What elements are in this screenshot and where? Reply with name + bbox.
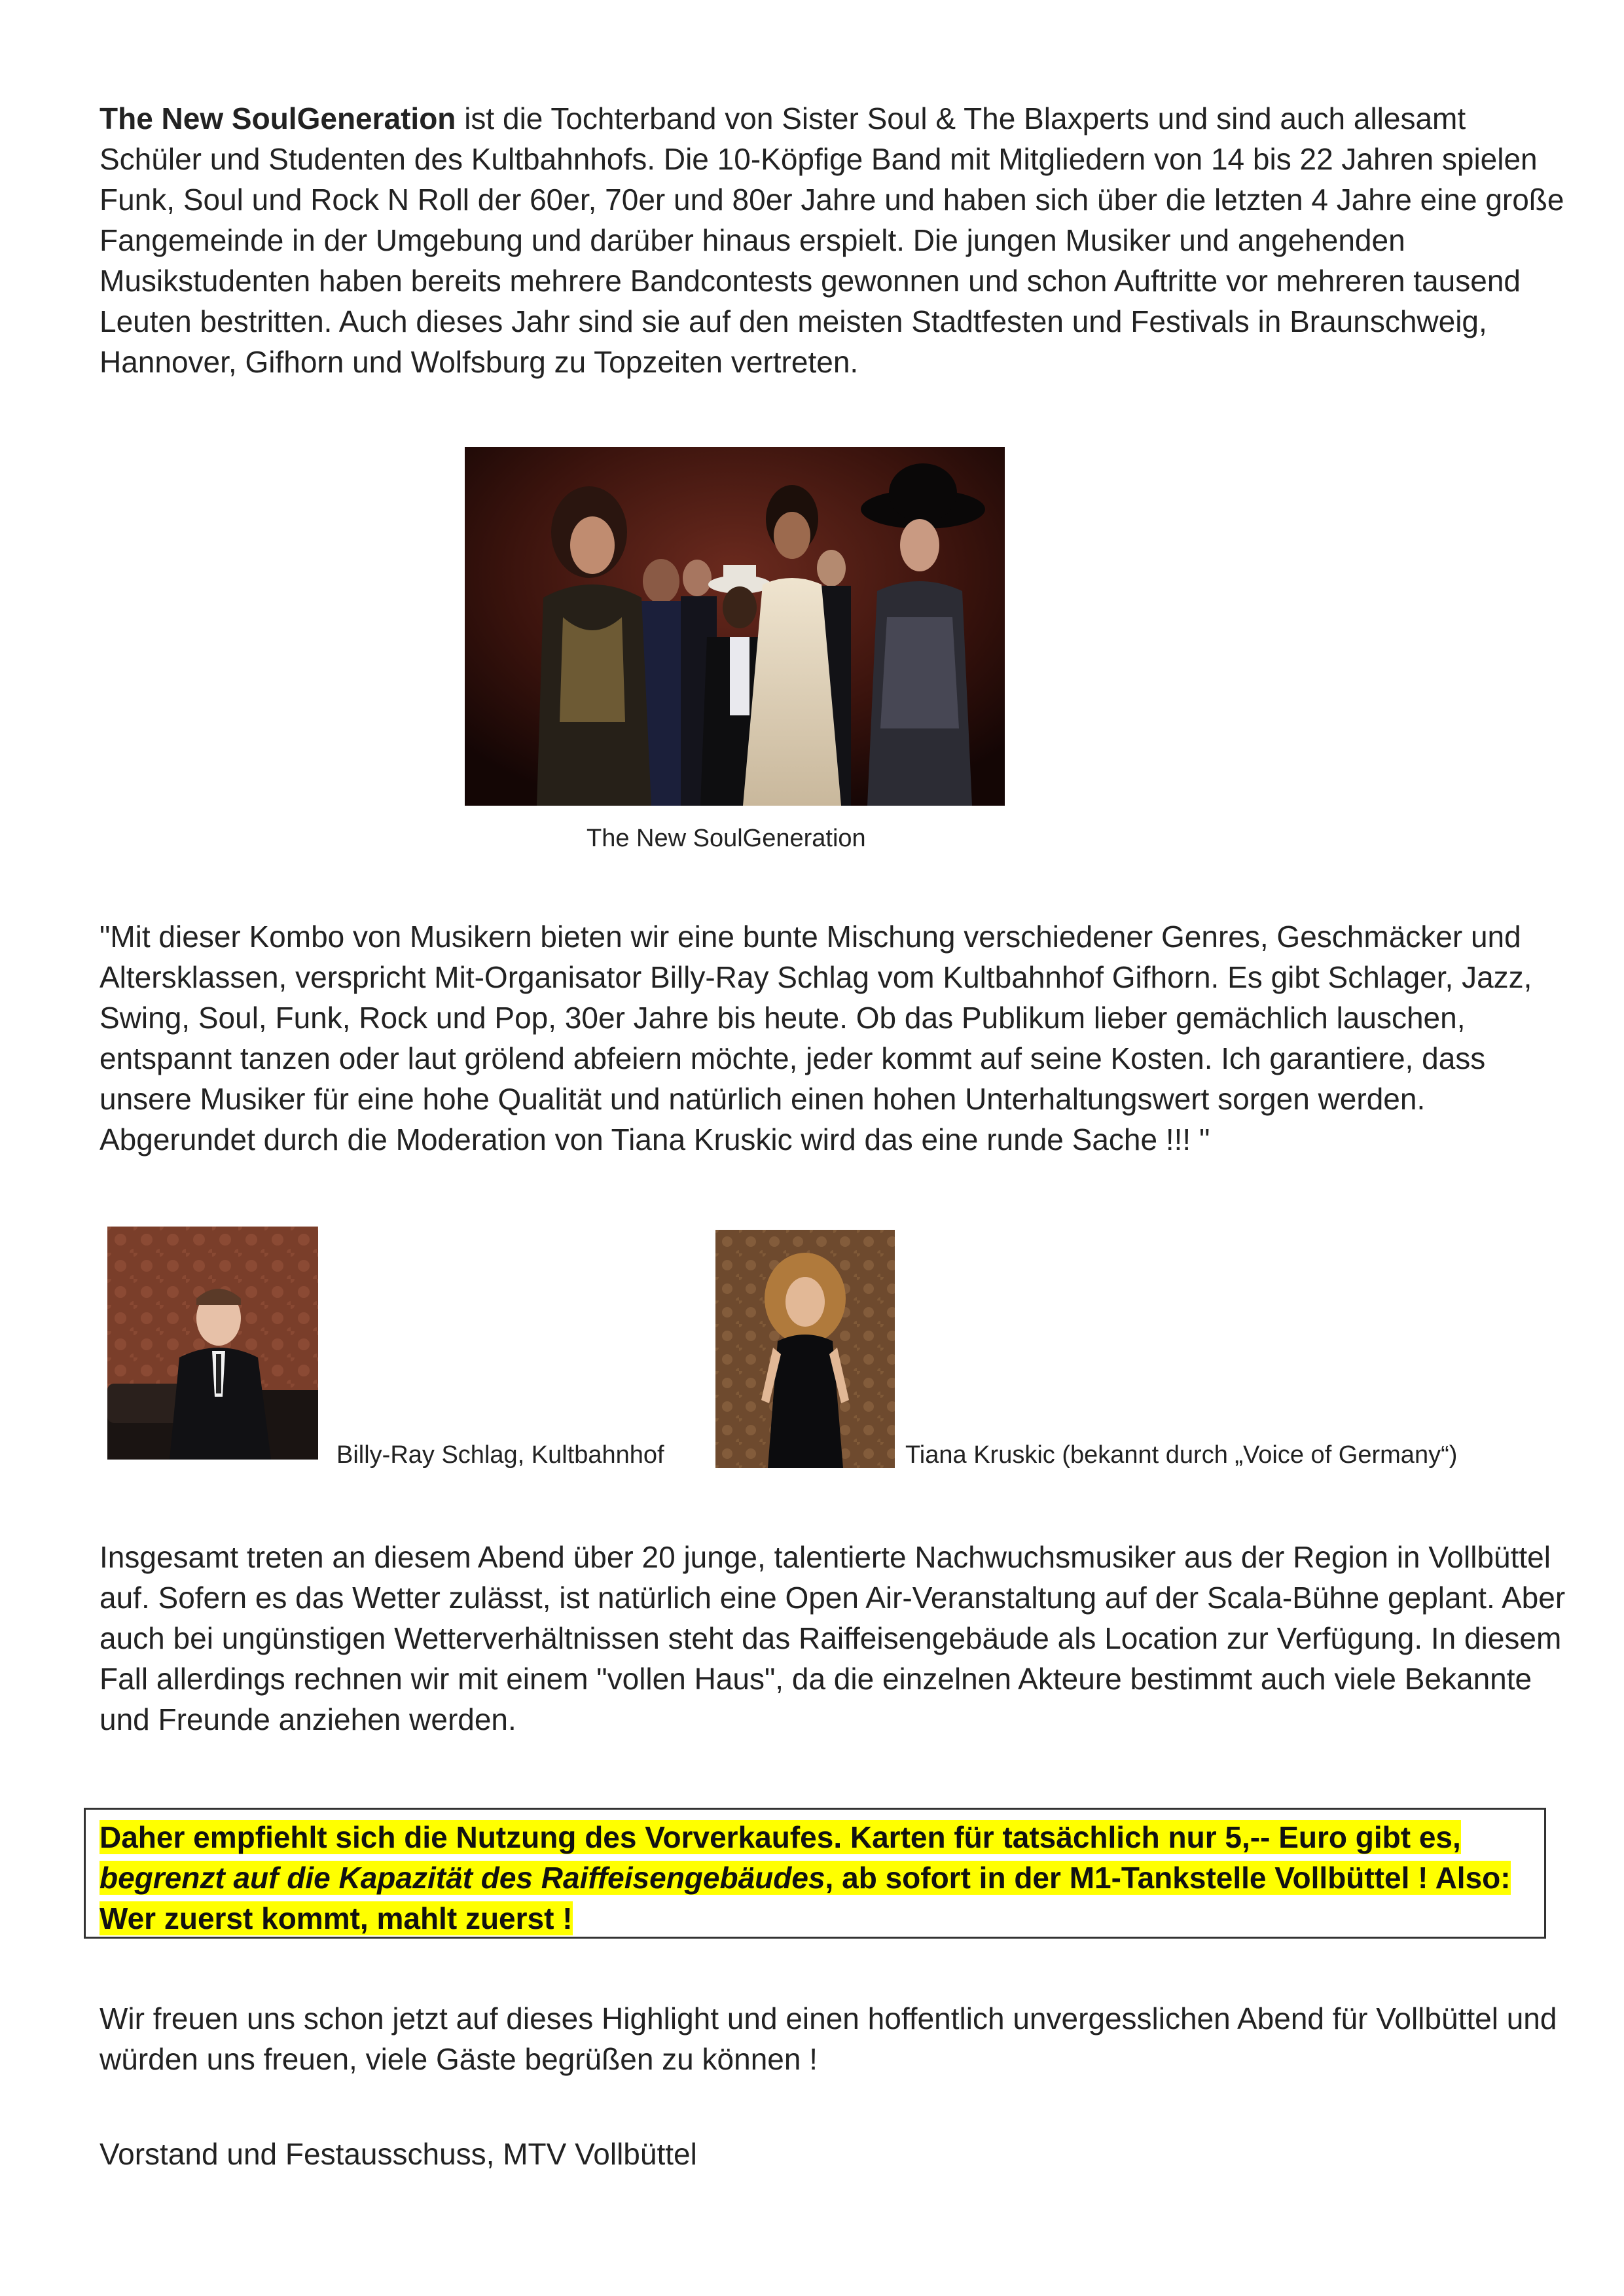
event-paragraph: Insgesamt treten an diesem Abend über 20 junge, talentierte Nachwuchsmusiker aus der Region in Vollbüttel auf. Sofern es das Wetter zulässt, ist natürlich eine Open Air-Veranstaltung auf der Scala-Bühne geplant. Aber auch bei ungünstigen Wetterverhältnissen steht das Raiffeisengebäude als Location zur Verfügung. In diesem Fall allerdings rechnen wir mit einem "vollen Haus", da die einzelnen Akteure bestimmt auch viele Bekannte und Freunde anziehen werden.	[99, 1540, 1566, 1736]
band-photo-caption: The New SoulGeneration	[586, 825, 866, 852]
ticket-text-italic: begrenzt auf die Kapazität des Raiffeisengebäudes	[99, 1861, 825, 1895]
intro-paragraph	[99, 98, 1566, 382]
quote-paragraph: "Mit dieser Kombo von Musikern bieten wir eine bunte Mischung verschiedener Genres, Geschmäcker und Altersklassen, verspricht Mit-Organisator Billy-Ray Schlag vom Kultbahnhof Gifhorn. Es gibt Schlager, Jazz, Swing, Soul, Funk, Rock und Pop, 30er Jahre bis heute. Ob das Publikum lieber gemächlich lauschen, entspannt tanzen oder laut grölend abfeiern möchte, jeder kommt auf seine Kosten. Ich garantiere, dass unsere Musiker für eine hohe Qualität und natürlich einen hohen Unterhaltungswert sorgen werden. Abgerundet durch die Moderation von Tiana Kruskic wird das eine runde Sache !!! "	[99, 920, 1532, 1157]
ticket-text-part1: Daher empfiehlt sich die Nutzung des Vorverkaufes. Karten für tatsächlich nur 5,-- Euro gibt es,	[99, 1820, 1461, 1854]
billy-ray-photo	[107, 1227, 318, 1460]
tiana-photo	[715, 1230, 895, 1468]
closing-paragraph: Wir freuen uns schon jetzt auf dieses Highlight und einen hoffentlich unvergesslichen Abend für Vollbüttel und würden uns freuen, viele Gäste begrüßen zu können !	[99, 2001, 1557, 2076]
ticket-text-part3: , ab sofort in der M1-Tankstelle Vollbüttel ! Also: Wer zuerst kommt, mahlt zuerst !	[99, 1861, 1511, 1935]
ticket-info-text	[99, 1817, 1546, 1939]
billy-ray-caption: Billy-Ray Schlag, Kultbahnhof	[336, 1441, 664, 1469]
signature: Vorstand und Festausschuss, MTV Vollbüttel	[99, 2137, 697, 2171]
band-name: The New SoulGeneration	[99, 101, 456, 135]
tiana-caption: Tiana Kruskic (bekannt durch „Voice of Germany“)	[905, 1441, 1458, 1469]
intro-text: ist die Tochterband von Sister Soul & The Blaxperts und sind auch allesamt Schüler und Studenten des Kultbahnhofs. Die 10-Köpfige Band mit Mitgliedern von 14 bis 22 Jahren spielen Funk, Soul und Rock N Roll der 60er, 70er und 80er Jahre und haben sich über die letzten 4 Jahre eine große Fangemeinde in der Umgebung und darüber hinaus erspielt. Die jungen Musiker und angehenden Musikstudenten haben bereits mehrere Bandcontests gewonnen und schon Auftritte vor mehreren tausend Leuten bestritten. Auch dieses Jahr sind sie auf den meisten Stadtfesten und Festivals in Braunschweig, Hannover, Gifhorn und Wolfsburg zu Topzeiten vertreten.	[99, 101, 1564, 379]
band-photo	[465, 447, 1005, 806]
